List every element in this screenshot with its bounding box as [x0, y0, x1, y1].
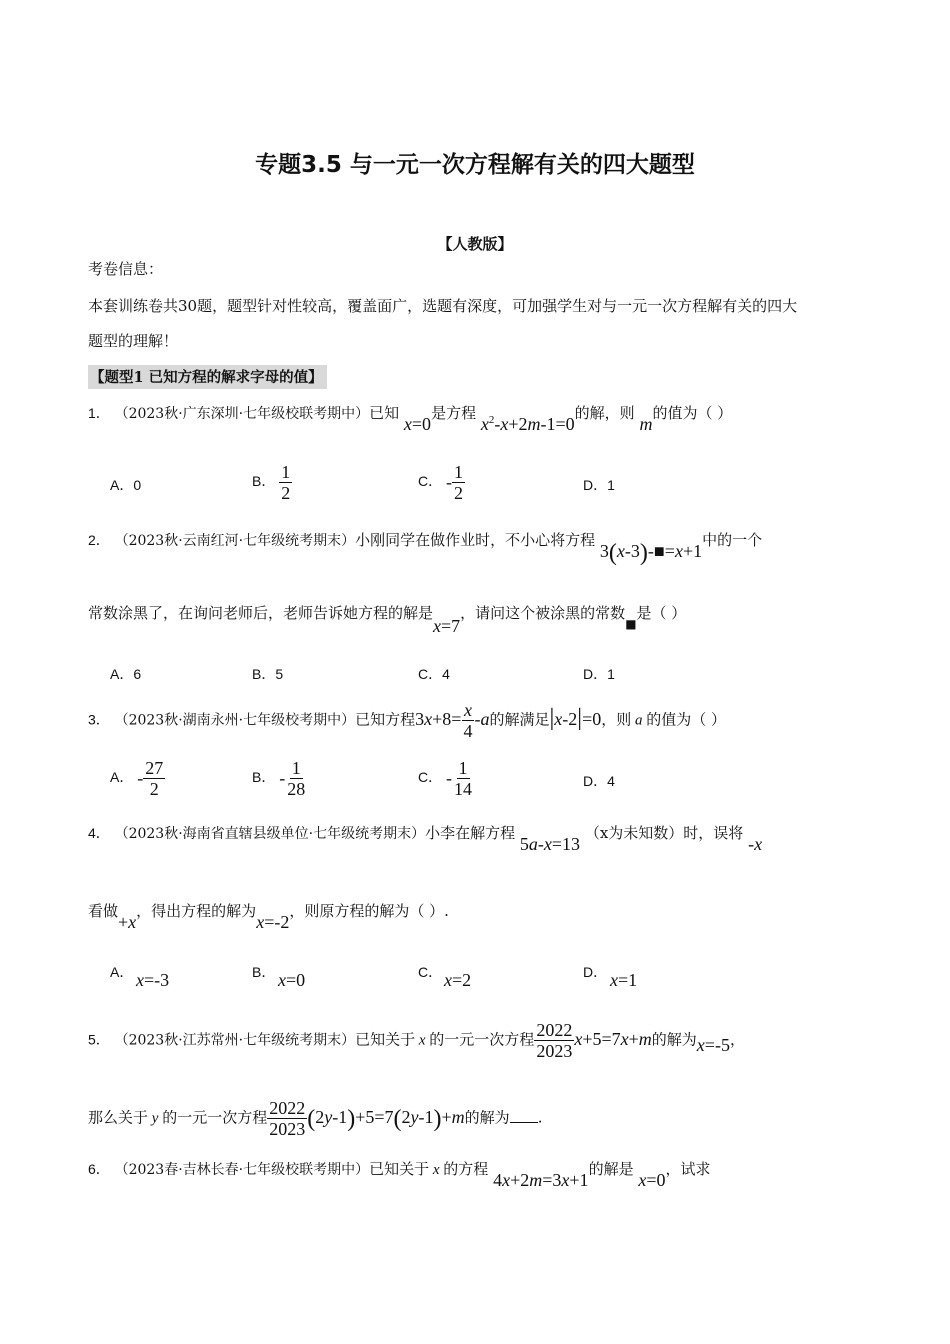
- question-5-line-2: 那么关于 y 的一元一次方程 $\frac{2022}{2023}$ (2y-1)+5=7(2y-1)+m的解为 .: [88, 1098, 543, 1139]
- option-c-math: x=2: [444, 970, 472, 990]
- q4-text-b: （x为未知数）时，误将: [584, 824, 744, 842]
- question-source: （2023秋·海南省直辖县级单位·七年级统考期末）: [114, 826, 426, 842]
- q4-math-posx: +x: [118, 912, 137, 932]
- q3-text-a: 已知方程: [355, 710, 416, 729]
- option-label: C．: [418, 769, 443, 786]
- q5-text-c: 的解为: [651, 1030, 697, 1049]
- option-c[interactable]: C． - $\frac{1}{2}$: [418, 462, 464, 503]
- q3-text-d: 的值为（ ）: [646, 710, 727, 729]
- q4-text-a: 小李在解方程: [425, 824, 516, 842]
- question-source: （2023春·吉林长春·七年级校联考期中）: [114, 1162, 370, 1178]
- question-source: （2023秋·云南红河·七年级统考期末）: [114, 533, 356, 549]
- fraction: $\frac{1}{2}$: [454, 462, 464, 503]
- question-2: [88, 528, 763, 566]
- question-2-line-2: [88, 602, 687, 636]
- q4-text-c: 看做: [88, 902, 119, 920]
- question-1: [88, 402, 733, 434]
- q6-math-equation: 4x+2m=3x+1: [493, 1170, 589, 1190]
- q5-math-equation: $\frac{2022}{2023}$ x+5=7x+m: [536, 1020, 652, 1061]
- option-b-math: x=0: [278, 970, 306, 990]
- fraction: $\frac{27}{2}$: [145, 758, 164, 799]
- q4-math-equation: 5a-x=13: [519, 834, 581, 854]
- q5-text-g: .: [537, 1108, 543, 1127]
- option-label: B．: [252, 473, 276, 490]
- section-heading: 【题型1 已知方程的解求字母的值】: [88, 365, 327, 389]
- option-a[interactable]: A．: [110, 964, 134, 980]
- question-number: 6．: [88, 1161, 110, 1177]
- q2-math-equation: 3(x-3)-■=x+1: [599, 540, 703, 566]
- q2-math-solution: x=7: [433, 616, 461, 636]
- option-a[interactable]: A． - $\frac{27}{2}$: [110, 758, 164, 799]
- info-label: 考卷信息：: [88, 260, 164, 278]
- option-d[interactable]: D．1: [583, 666, 615, 682]
- q3-text-b: 的解满足: [489, 710, 550, 729]
- option-d[interactable]: D．: [583, 964, 608, 980]
- q6-text-c: 的解是: [588, 1160, 634, 1178]
- q6-text-b: 的方程: [443, 1160, 489, 1178]
- option-d-math: x=1: [610, 970, 638, 990]
- q3-math-equation: 3x+8= $\frac{x}{4}$ -a: [415, 700, 490, 741]
- option-b[interactable]: B．: [252, 964, 276, 980]
- fraction: $\frac{1}{14}$: [454, 758, 473, 799]
- question-source: （2023秋·广东深圳·七年级校联考期中）: [114, 406, 370, 422]
- q1-text-b: 是方程: [431, 404, 477, 422]
- option-label: A．: [110, 769, 134, 786]
- option-b[interactable]: B．5: [252, 666, 284, 682]
- edition-label: 【人教版】: [437, 235, 513, 253]
- option-d[interactable]: D．1: [583, 477, 615, 493]
- option-c[interactable]: C．: [418, 964, 443, 980]
- intro-line-2: 题型的理解！: [88, 332, 179, 350]
- option-c[interactable]: C．4: [418, 666, 450, 682]
- option-b[interactable]: [252, 462, 292, 503]
- q2-text-b: 中的一个: [702, 531, 763, 549]
- q5-math-equation-y: $\frac{2022}{2023}$ (2y-1)+5=7(2y-1)+m: [269, 1098, 465, 1139]
- q4-math-negx: -x: [748, 834, 763, 854]
- question-number: 2．: [88, 532, 110, 548]
- q1-math-m: m: [639, 414, 653, 434]
- question-number: 3．: [88, 711, 110, 728]
- q4-text-e: ，则原方程的解为（ ）.: [289, 902, 449, 920]
- question-number: 4．: [88, 825, 110, 841]
- q3-math-abs: |x-2|=0: [549, 704, 602, 731]
- q1-math-x: x=0: [403, 414, 432, 434]
- question-source: （2023秋·湖南永州·七年级校考期中）: [114, 712, 356, 729]
- q3-text-c: ，则: [601, 710, 632, 729]
- question-number: 1．: [88, 405, 110, 421]
- option-a[interactable]: A．0: [110, 477, 142, 493]
- question-5: 5． （2023秋·江苏常州·七年级统考期末）已知关于 x 的一元一次方程 $\frac{2022}{2023}$ x+5=7x+m的解为x=-5，: [88, 1020, 745, 1061]
- option-a[interactable]: A．6: [110, 666, 142, 682]
- option-label: C．: [418, 473, 443, 490]
- q5-text-f: 的解为: [464, 1108, 510, 1127]
- option-d[interactable]: D．4: [583, 773, 615, 789]
- question-4: [88, 822, 763, 854]
- q5-text-b: 的一元一次方程: [429, 1030, 535, 1049]
- blacked-out-square-icon: ■: [625, 617, 637, 631]
- question-number: 5．: [88, 1031, 110, 1048]
- q6-math-solution: x=0: [638, 1170, 666, 1190]
- q1-text-d: 的值为（ ）: [652, 404, 733, 422]
- q1-text-c: 的解，则: [574, 404, 635, 422]
- q1-math-equation: $x^2-x+2m-1=0$: [480, 414, 575, 434]
- fraction: $\frac{1}{2}$: [281, 462, 291, 503]
- q2-text-c: 常数涂黑了，在询问老师后，老师告诉她方程的解是: [88, 604, 434, 622]
- q5-text-a: 已知关于: [355, 1030, 416, 1049]
- answer-blank[interactable]: [510, 1122, 538, 1123]
- q6-text-d: ，试求: [665, 1160, 711, 1178]
- fraction: $\frac{1}{28}$: [287, 758, 306, 799]
- question-6: 6． （2023春·吉林长春·七年级校联考期中）已知关于 x 的方程 4x+2m=3x+1的解是 x=0，试求: [88, 1160, 711, 1190]
- q2-text-d: ，请问这个被涂黑的常数: [460, 604, 626, 622]
- q5-text-d: 那么关于: [88, 1108, 149, 1127]
- q6-text-a: 已知关于: [369, 1160, 430, 1178]
- q4-text-d: ，得出方程的解为: [136, 902, 257, 920]
- option-c[interactable]: C． - $\frac{1}{14}$: [418, 758, 473, 799]
- q5-text-e: 的一元一次方程: [162, 1108, 268, 1127]
- question-3: 3． （2023秋·湖南永州·七年级校考期中）已知方程3x+8= $\frac{x}{4}$ -a的解满足|x-2|=0，则 a 的值为（ ）: [88, 700, 727, 741]
- q1-text-a: 已知: [369, 404, 400, 422]
- option-a-math: x=-3: [136, 970, 170, 990]
- option-b[interactable]: B． - $\frac{1}{28}$: [252, 758, 306, 799]
- q5-math-solution: x=-5: [696, 1034, 730, 1055]
- intro-line-1: 本套训练卷共30题，题型针对性较高，覆盖面广，选题有深度，可加强学生对与一元一次方程解有关的四大: [88, 297, 798, 315]
- q4-math-solution: x=-2: [256, 912, 290, 932]
- question-source: （2023秋·江苏常州·七年级统考期末）: [114, 1032, 356, 1049]
- q2-text-e: 是（ ）: [636, 604, 687, 622]
- question-4-line-2: [88, 900, 449, 932]
- option-label: B．: [252, 769, 276, 786]
- q2-text-a: 小刚同学在做作业时，不小心将方程: [355, 531, 596, 549]
- page-title: 专题3.5 与一元一次方程解有关的四大题型: [255, 152, 695, 178]
